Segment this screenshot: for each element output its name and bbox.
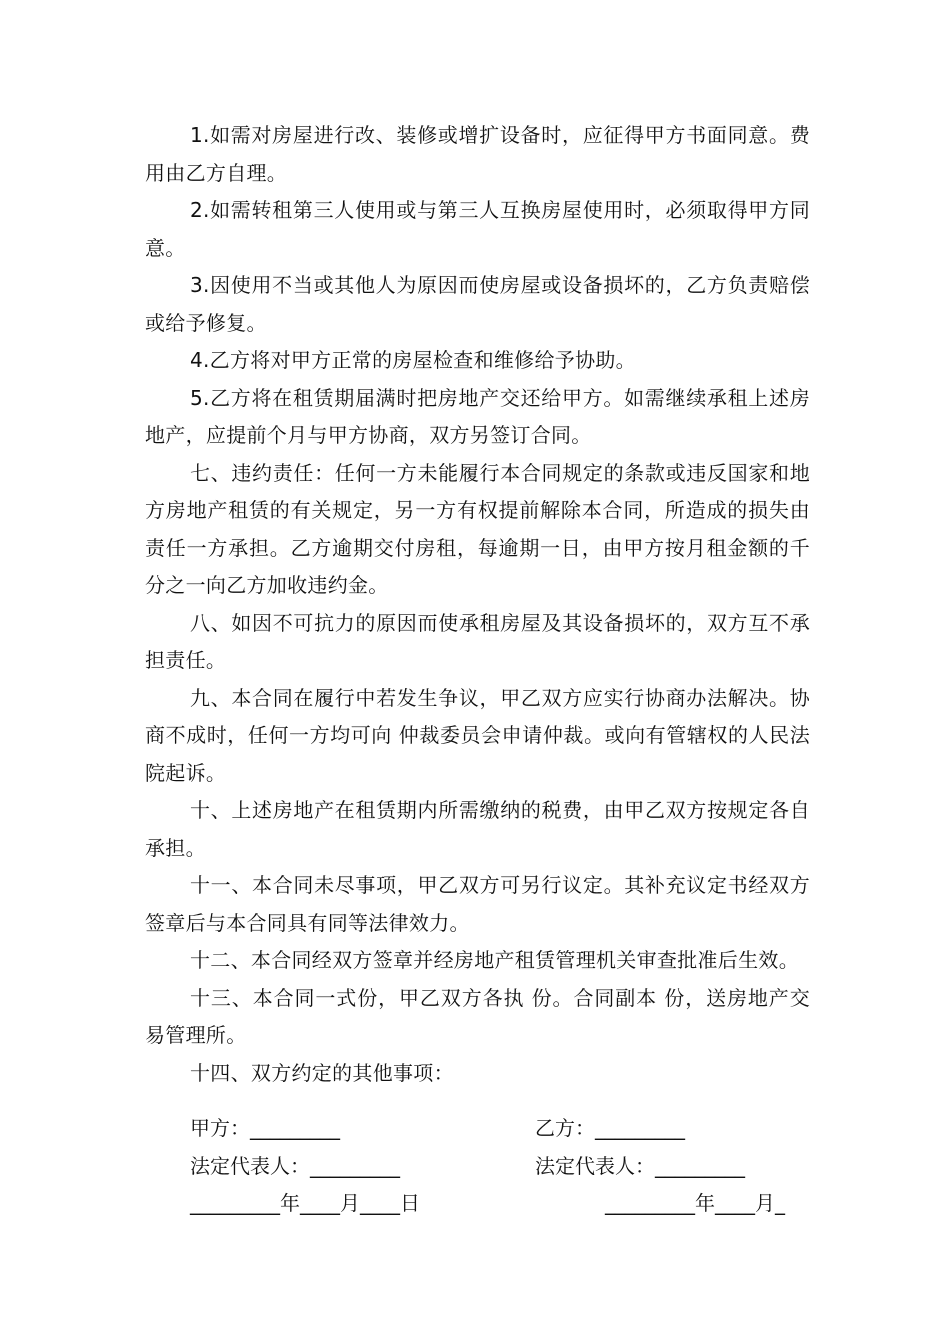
party-b-representative: 法定代表人：_________ [535, 1154, 745, 1178]
clause-6-1: 1.如需对房屋进行改、装修或增扩设备时，应征得甲方书面同意。费用由乙方自理。 [145, 123, 810, 185]
clause-6-3: 3.因使用不当或其他人为原因而使房屋或设备损坏的，乙方负责赔偿或给予修复。 [145, 273, 810, 335]
party-b-date: _________年____月_ [605, 1191, 785, 1215]
party-b-signature: 乙方：_________ [535, 1116, 685, 1140]
clause-12-effectiveness: 十二、本合同经双方签章并经房地产租赁管理机关审查批准后生效。 [190, 948, 799, 972]
clause-11-supplements: 十一、本合同未尽事项，甲乙双方可另行议定。其补充议定书经双方签章后与本合同具有同等法律效力。 [145, 873, 810, 935]
clause-9-disputes: 九、本合同在履行中若发生争议，甲乙双方应实行协商办法解决。协商不成时，任何一方均可向 仲裁委员会申请仲裁。或向有管辖权的人民法院起诉。 [145, 685, 810, 785]
clause-10-taxes: 十、上述房地产在租赁期内所需缴纳的税费，由甲乙双方按规定各自承担。 [145, 798, 810, 860]
party-a-signature: 甲方：_________ [190, 1116, 340, 1140]
party-a-representative: 法定代表人：_________ [190, 1154, 400, 1178]
signature-representative-row [190, 1148, 830, 1185]
clause-7-breach: 七、违约责任：任何一方未能履行本合同规定的条款或违反国家和地方房地产租赁的有关规定，另一方有权提前解除本合同，所造成的损失由责任一方承担。乙方逾期交付房租，每逾期一日，由甲方按月租金额的千分之一向乙方加收违约金。 [145, 460, 810, 597]
contract-body [145, 117, 810, 1092]
clause-6-2: 2.如需转租第三人使用或与第三人互换房屋使用时，必须取得甲方同意。 [145, 198, 810, 260]
clause-14-other: 十四、双方约定的其他事项： [190, 1060, 454, 1085]
clause-8-force-majeure: 八、如因不可抗力的原因而使承租房屋及其设备损坏的，双方互不承担责任。 [145, 610, 810, 672]
signature-party-row [190, 1110, 830, 1147]
clause-6-5: 5.乙方将在租赁期届满时把房地产交还给甲方。如需继续承租上述房地产，应提前个月与甲方协商，双方另签订合同。 [145, 385, 810, 447]
clause-6-4: 4.乙方将对甲方正常的房屋检查和维修给予协助。 [190, 348, 636, 372]
party-a-date: _________年____月____日 [190, 1191, 420, 1215]
clause-13-copies: 十三、本合同一式份，甲乙双方各执 份。合同副本 份，送房地产交易管理所。 [145, 985, 810, 1047]
signature-date-row [190, 1185, 830, 1222]
